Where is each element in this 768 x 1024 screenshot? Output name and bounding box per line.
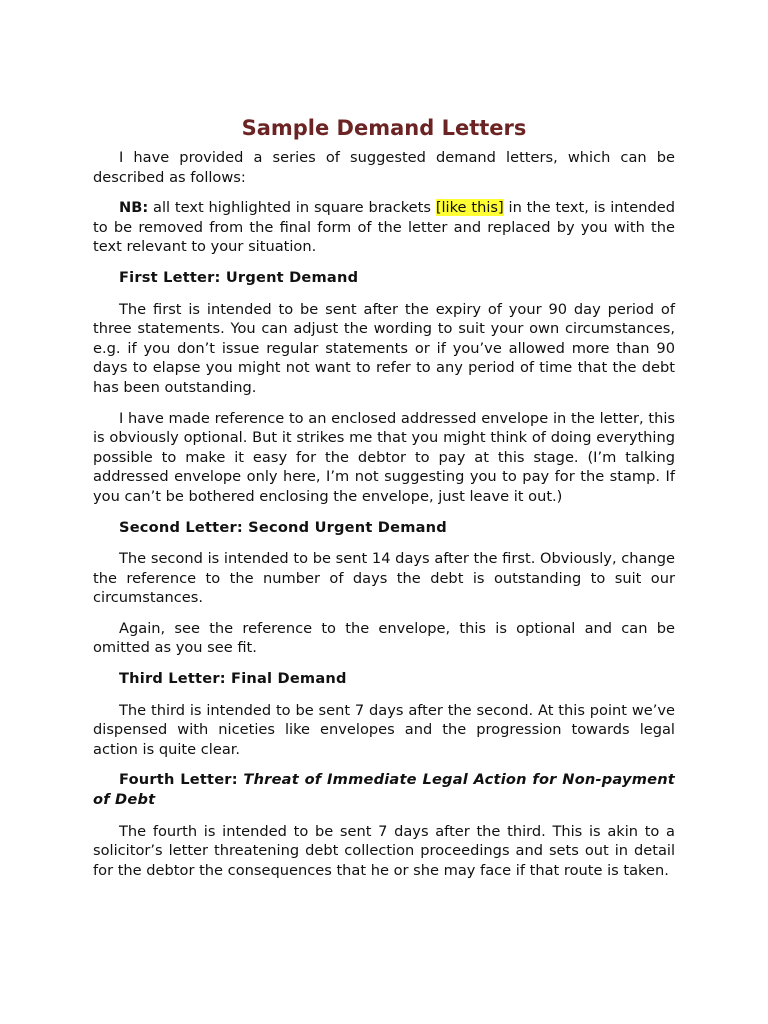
section-heading-second-letter: Second Letter: Second Urgent Demand [119,518,447,536]
third-letter-paragraph-1: The third is intended to be sent 7 days after the second. At this point we’ve dispensed with niceties like envelopes and the progression towards legal action is quite clear. [93,701,675,758]
nb-label: NB: [119,199,149,217]
section-heading-third-letter: Third Letter: Final Demand [119,670,347,688]
page-title: Sample Demand Letters [241,116,527,140]
fourth-heading-plain: Fourth Letter: [119,771,244,789]
second-letter-paragraph-1: The second is intended to be sent 14 days after the first. Obviously, change the reference to the number of days the debt is outstanding to suit our circumstances. [93,550,675,607]
intro-paragraph: I have provided a series of suggested demand letters, which can be described as follows: [93,149,675,186]
nb-paragraph [93,198,675,257]
section-heading-fourth-letter [93,770,675,809]
nb-text-before: all text highlighted in square brackets [148,199,436,217]
highlighted-example: [like this] [435,199,504,217]
fourth-letter-paragraph-1: The fourth is intended to be sent 7 days after the third. This is akin to a solicitor’s letter threatening debt collection proceedings and sets out in detail for the debtor the consequences that he or she may face if that route is taken. [93,822,675,879]
second-letter-paragraph-2: Again, see the reference to the envelope, this is optional and can be omitted as you see fit. [93,619,675,657]
section-heading-first-letter: First Letter: Urgent Demand [119,268,359,286]
first-letter-paragraph-1: The first is intended to be sent after the expiry of your 90 day period of three statements. You can adjust the wording to suit your own circumstances, e.g. if you don’t issue regular statements or if you’ve allowed more than 90 days to elapse you might not want to refer to any period of time that the debt has been outstanding. [93,300,675,396]
first-letter-paragraph-2: I have made reference to an enclosed addressed envelope in the letter, this is obviously optional. But it strikes me that you might think of doing everything possible to make it easy for the debtor to pay at this stage. (I’m talking addressed envelope only here, I’m not suggesting you to pay for the stamp. If you can’t be bothered enclosing the envelope, just leave it out.) [93,409,675,505]
fourth-heading-italic: Threat of Immediate Legal Action for Non-payment of Debt [93,771,675,809]
nb-text-after: in the text, is intended to be removed from the final form of the letter and replaced by you with the text relevant to your situation. [93,199,675,256]
